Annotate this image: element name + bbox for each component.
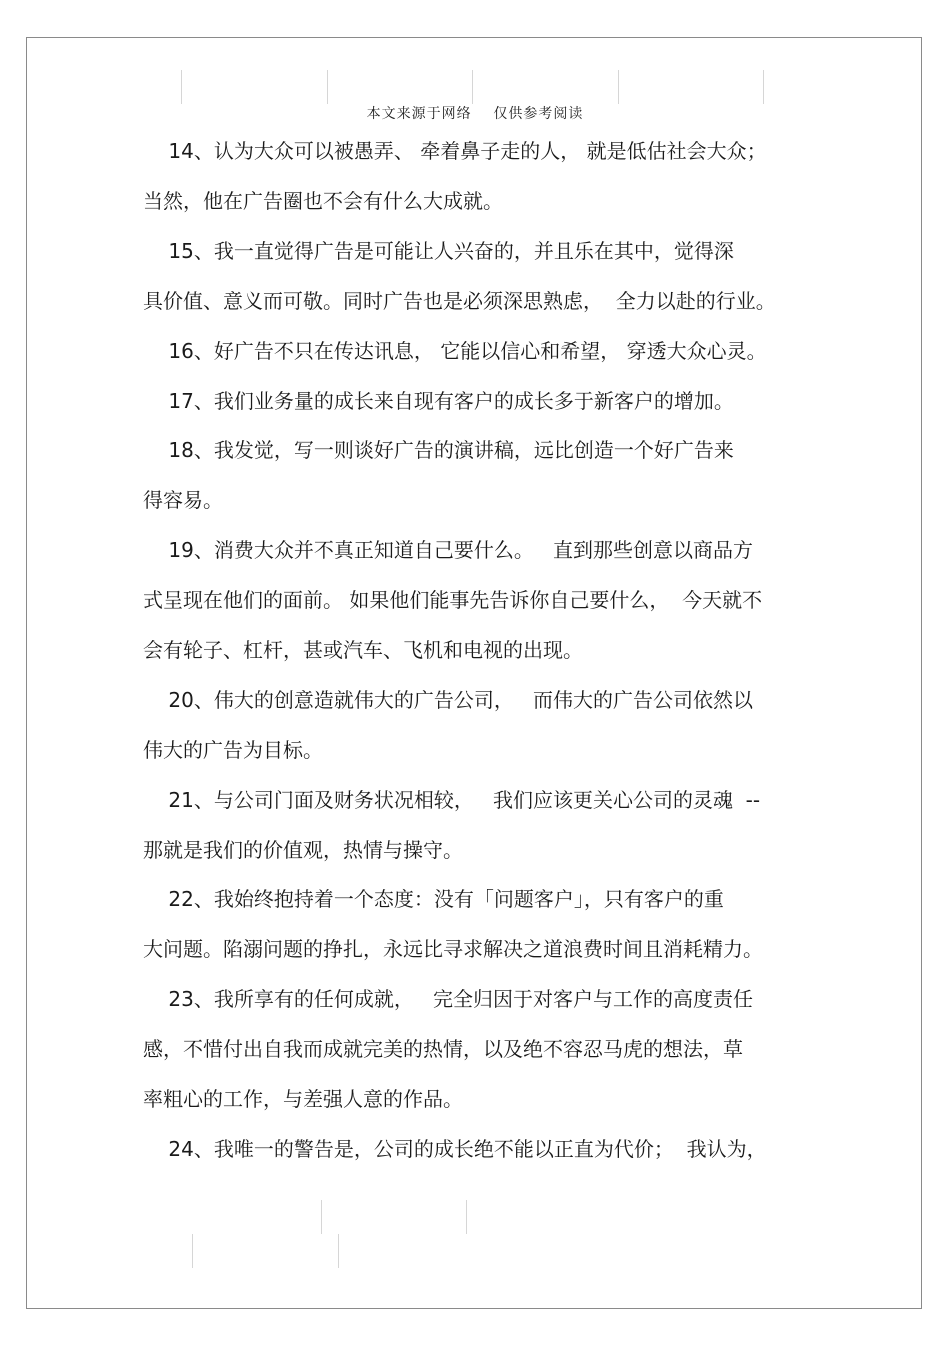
page-frame xyxy=(26,37,922,1309)
text-line: 具价值、意义而可敬。同时广告也是必须深思熟虑， 全力以赴的行业。 xyxy=(143,289,776,313)
text-line: 当然，他在广告圈也不会有什么大成就。 xyxy=(143,189,503,213)
decor-tick xyxy=(338,1234,339,1268)
decor-tick xyxy=(327,70,328,104)
text-line: 15、我一直觉得广告是可能让人兴奋的，并且乐在其中，觉得深 xyxy=(143,239,734,263)
text-line: 22、我始终抱持着一个态度：没有「问题客户」，只有客户的重 xyxy=(143,887,724,911)
text-line: 大问题。陷溺问题的挣扎，永远比寻求解决之道浪费时间且消耗精力。 xyxy=(143,937,763,961)
text-line: 那就是我们的价值观，热情与操守。 xyxy=(143,838,463,862)
text-line: 17、我们业务量的成长来自现有客户的成长多于新客户的增加。 xyxy=(143,389,734,413)
text-line: 14、认为大众可以被愚弄、 牵着鼻子走的人， 就是低估社会大众； xyxy=(143,139,767,163)
decor-tick xyxy=(192,1234,193,1268)
text-line: 23、我所享有的任何成就， 完全归因于对客户与工作的高度责任 xyxy=(143,987,753,1011)
text-line: 率粗心的工作，与差强人意的作品。 xyxy=(143,1087,463,1111)
text-line: 伟大的广告为目标。 xyxy=(143,738,323,762)
text-line: 得容易。 xyxy=(143,488,223,512)
text-line: 24、我唯一的警告是，公司的成长绝不能以正直为代价； 我认为， xyxy=(143,1137,767,1161)
decor-tick xyxy=(763,70,764,104)
text-line: 式呈现在他们的面前。 如果他们能事先告诉你自己要什么， 今天就不 xyxy=(143,588,763,612)
header-note: 本文来源于网络 仅供参考阅读 xyxy=(366,106,584,122)
text-line: 20、伟大的创意造就伟大的广告公司， 而伟大的广告公司依然以 xyxy=(143,688,753,712)
text-line: 21、与公司门面及财务状况相较， 我们应该更关心公司的灵魂 -- xyxy=(143,788,761,812)
decor-tick xyxy=(321,1200,322,1234)
decor-tick xyxy=(181,70,182,104)
text-line: 18、我发觉，写一则谈好广告的演讲稿，远比创造一个好广告来 xyxy=(143,438,734,462)
decor-tick xyxy=(618,70,619,104)
text-line: 会有轮子、杠杆，甚或汽车、飞机和电视的出现。 xyxy=(143,638,583,662)
text-line: 19、消费大众并不真正知道自己要什么。 直到那些创意以商品方 xyxy=(143,538,753,562)
text-line: 16、好广告不只在传达讯息， 它能以信心和希望， 穿透大众心灵。 xyxy=(143,339,767,363)
decor-tick xyxy=(472,70,473,104)
decor-tick xyxy=(466,1200,467,1234)
text-line: 感，不惜付出自我而成就完美的热情，以及绝不容忍马虎的想法，草 xyxy=(143,1037,743,1061)
